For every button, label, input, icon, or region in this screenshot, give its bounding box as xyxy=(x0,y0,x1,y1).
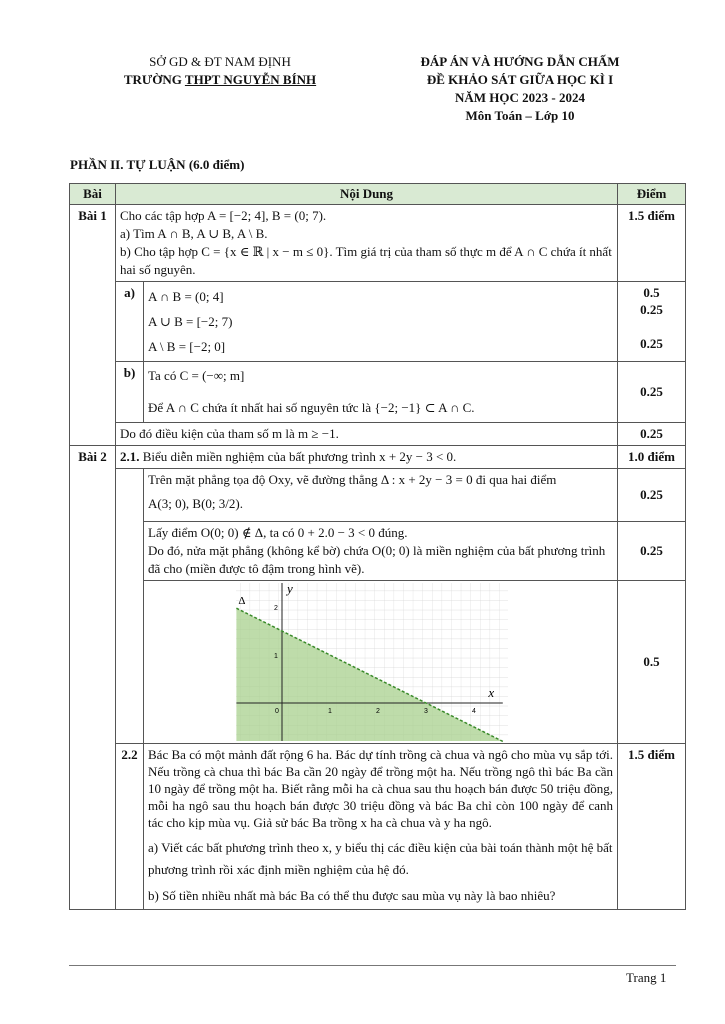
bai2-label: Bài 2 xyxy=(70,446,116,910)
bai2-21-row xyxy=(70,446,686,469)
bai2-s2-line-1: Lấy điểm O(0; 0) ∉ Δ, ta có 0 + 2.0 − 3 < 0 đúng. xyxy=(148,525,408,540)
bai1-b-line-1: Ta có C = (−∞; m] xyxy=(148,368,245,383)
bai1-q3: b) Cho tập hợp C = {x ∈ ℝ | x − m ≤ 0}. Tìm giá trị của tham số thực m để A ∩ C chứa ít nhất hai số nguyên. xyxy=(120,244,612,277)
bai2-22-row xyxy=(70,744,686,910)
school-name-underlined: THPT NGUYỄN BÍNH xyxy=(184,72,317,87)
graph-cell xyxy=(144,581,618,744)
part-title: PHẦN II. TỰ LUẬN (6.0 điểm) xyxy=(70,157,245,172)
bai1-points: 1.5 điểm xyxy=(618,205,686,282)
bai1-c-row xyxy=(70,423,686,446)
bai2-s1-line-2: A(3; 0), B(0; 3/2). xyxy=(148,496,243,511)
bai1-c-content: Do đó điều kiện của tham số m là m ≥ −1. xyxy=(116,423,618,446)
header-bai: Bài xyxy=(70,184,116,205)
header-content: Nội Dung xyxy=(116,184,618,205)
header-left xyxy=(95,53,345,89)
bai1-a-points xyxy=(618,282,686,362)
delta-label: Δ xyxy=(238,595,246,608)
x-axis-label: x xyxy=(488,685,495,700)
answer-table xyxy=(69,183,686,910)
bai1-c-points: 0.25 xyxy=(618,423,686,446)
school-name xyxy=(95,71,345,89)
bai2-22-points: 1.5 điểm xyxy=(618,744,686,910)
bai1-a-point-3: 0.25 xyxy=(640,336,663,351)
bai1-a-line-1: A ∩ B = (0; 4] xyxy=(148,289,224,304)
header-right xyxy=(385,53,655,125)
bai2-21-text: Biểu diễn miền nghiệm của bất phương trình x + 2y − 3 < 0. xyxy=(142,449,457,464)
bai2-21-label: 2.1. xyxy=(120,449,140,464)
bai1-b-line-2: Để A ∩ C chứa ít nhất hai số nguyên tức là {−2; −1} ⊂ A ∩ C. xyxy=(148,400,475,415)
bai2-s2-content xyxy=(144,522,618,581)
bai1-a-point-2: 0.25 xyxy=(640,302,663,317)
origin-label: 0 xyxy=(275,708,279,715)
bai2-s1-row xyxy=(70,469,686,522)
x-tick-3: 3 xyxy=(424,708,428,715)
dept-name: SỞ GD & ĐT NAM ĐỊNH xyxy=(149,54,291,69)
bai2-22-a: a) Viết các bất phương trình theo x, y biểu thị các điều kiện của bài toán thành một hệ bất phương trình rồi xác định miền nghiệm của hệ đó. xyxy=(148,840,613,877)
y-tick-1: 1 xyxy=(274,653,278,660)
bai2-s1-content xyxy=(144,469,618,522)
school-prefix: TRƯỜNG xyxy=(123,72,185,87)
bai2-21-points: 1.0 điểm xyxy=(618,446,686,469)
bai2-s2-row xyxy=(70,522,686,581)
page-number: Trang 1 xyxy=(626,970,667,985)
bai2-22-content xyxy=(144,744,618,910)
bai1-a-label: a) xyxy=(116,282,144,362)
bai1-label: Bài 1 xyxy=(70,205,116,446)
bai2-s1-points: 0.25 xyxy=(618,469,686,522)
bai2-21-blank xyxy=(116,469,144,744)
bai1-a-content xyxy=(144,282,618,362)
x-tick-1: 1 xyxy=(328,708,332,715)
doc-title-2: ĐỀ KHẢO SÁT GIỮA HỌC KÌ I xyxy=(426,72,614,87)
bai2-s2-points: 0.25 xyxy=(618,522,686,581)
x-tick-2: 2 xyxy=(376,708,380,715)
y-tick-2: 2 xyxy=(274,605,278,612)
bai1-q1: Cho các tập hợp A = [−2; 4], B = (0; 7). xyxy=(120,208,327,223)
bai2-s1-line-1: Trên mặt phẳng tọa độ Oxy, vẽ đường thẳng Δ : x + 2y − 3 = 0 đi qua hai điểm xyxy=(148,472,557,487)
bai1-b-row xyxy=(70,362,686,423)
bai2-graph-row xyxy=(70,581,686,744)
doc-title-1: ĐÁP ÁN VÀ HƯỚNG DẪN CHẤM xyxy=(420,54,620,69)
bai2-22-label: 2.2 xyxy=(116,744,144,910)
bai1-question xyxy=(116,205,618,282)
subject: Môn Toán – Lớp 10 xyxy=(465,108,575,123)
bai1-b-points: 0.25 xyxy=(618,362,686,423)
y-axis-label: y xyxy=(287,581,293,596)
bai2-22-b: b) Số tiền nhiều nhất mà bác Ba có thể thu được sau mùa vụ này là bao nhiêu? xyxy=(148,888,556,903)
bai1-a-line-2: A ∪ B = [−2; 7) xyxy=(148,314,233,329)
x-tick-4: 4 xyxy=(472,708,476,715)
bai2-21-content xyxy=(116,446,618,469)
bai2-s2-line-2: Do đó, nửa mặt phẳng (không kể bờ) chứa O(0; 0) là miền nghiệm của bất phương trình đã cho (miền được tô đậm trong hình vẽ). xyxy=(148,543,606,576)
bai1-question-row xyxy=(70,205,686,282)
solution-graph xyxy=(144,581,568,743)
bai1-q2: a) Tìm A ∩ B, A ∪ B, A \ B. xyxy=(120,226,268,241)
bai2-graph-points: 0.5 xyxy=(618,581,686,744)
header-points: Điểm xyxy=(618,184,686,205)
bai1-a-row xyxy=(70,282,686,362)
table-header xyxy=(70,184,686,205)
bai2-22-text: Bác Ba có một mảnh đất rộng 6 ha. Bác dự tính trồng cà chua và ngô cho mùa vụ sắp tới. Nếu trồng cà chua thì bác Ba cần 20 ngày để trồng một ha. Nếu trồng ngô thì bác Ba cần 10 ngày để trồng một ha. Biết rằng mỗi ha cà chua sau thu hoạch bán được 50 triệu đồng, mỗi ha ngô sau thu hoạch bán được 30 triệu đồng và bác Ba chỉ còn 100 ngày để canh tác cho kịp mùa vụ. Giả sử bác Ba trồng x ha cà chua và y ha ngô. xyxy=(148,747,613,830)
bai1-b-content xyxy=(144,362,618,423)
bai1-a-point-1: 0.5 xyxy=(643,285,660,300)
bai1-a-line-3: A \ B = [−2; 0] xyxy=(148,339,226,354)
school-year: NĂM HỌC 2023 - 2024 xyxy=(455,90,585,105)
footer-divider xyxy=(69,965,676,966)
bai1-b-label: b) xyxy=(116,362,144,423)
